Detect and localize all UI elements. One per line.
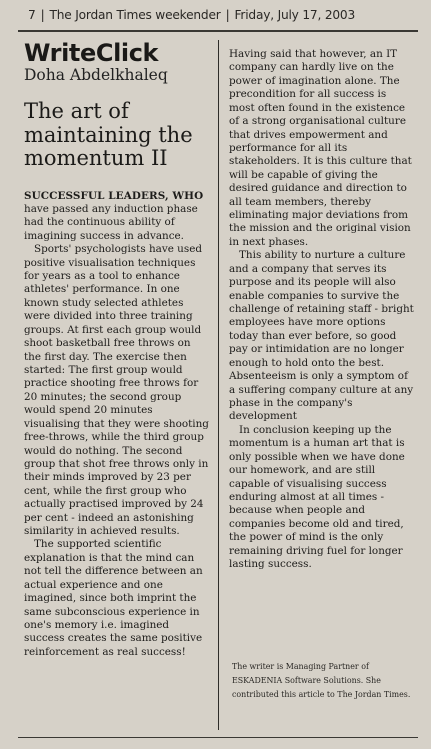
paragraph: This ability to nurture a culture and a company that serves its purpose and its people will also enable companies to survive the challenge of retaining staff - bright employees have more options today than ever before, so good pay or intimidation are no longer enough to hold onto the best. Absenteeism is only a symptom of a suffering company culture at any phase in the company's development: [229, 249, 414, 423]
lead-in: SUCCESSFUL LEADERS, WHO: [24, 189, 204, 202]
issue-date: Friday, July 17, 2003: [234, 8, 356, 22]
author-note: The writer is Managing Partner of ESKADENIA Software Solutions. She contributed this article to The Jordan Times.: [232, 662, 411, 699]
paragraph: Sports' psychologists have used positive visualisation techniques for years as a tool to enhance athletes' performance. In one known study selected athletes were divided into three training groups. At first each group would shoot basketball free throws on the first day. The exercise then started: The first group would practice shooting free throws for 20 minutes; the second group would spend 20 minutes visualising that they were shooting free-throws, while the third group would do nothing. The second group that shot free throws only in their minds improved by 23 per cent, while the first group who actually practised improved by 24 per cent - indeed an astonishing similarity in achieved results.: [24, 243, 209, 538]
footer-rule: [18, 737, 418, 738]
paragraph-text: have passed any induction phase had the continuous ability of imagining success in advance.: [24, 202, 198, 242]
left-column: [24, 40, 210, 659]
paragraph: The supported scientific explanation is that the mind can not tell the difference between an actual experience and one imagined, since both imprint the same subconscious experience in one's memory i.e. imagined success creates the same positive reinforcement as real success!: [24, 538, 203, 658]
column-name: WriteClick: [24, 39, 159, 67]
paragraph: Having said that however, an IT company can hardly live on the power of imagination alone. The precondition for all success is most often found in the existence of a strong organisational culture that drives empowerment and performance for all its stakeholders. It is this culture that will be capable of giving the desired guidance and direction to all team members, thereby eliminating major deviations from the mission and the original vision in next phases.: [229, 48, 412, 248]
header-rule: [18, 30, 418, 32]
page-number: 7: [28, 8, 36, 22]
header-separator: |: [40, 8, 45, 22]
article-title: The art of maintaining the momentum II: [24, 99, 193, 170]
column-divider: [218, 40, 219, 730]
paragraph: In conclusion keeping up the momentum is a human art that is only possible when we have done our homework, and are still capable of visualising success enduring almost at all times - because when people and companies become old and tired, the power of mind is the only remaining driving fuel for longer lasting success.: [229, 423, 405, 571]
page-header: [28, 8, 408, 22]
publication-name: The Jordan Times weekender: [49, 8, 221, 22]
author-byline: Doha Abdelkhaleq: [24, 66, 168, 84]
header-separator: |: [225, 8, 230, 22]
right-column: [229, 48, 414, 571]
paragraph: [24, 190, 210, 244]
